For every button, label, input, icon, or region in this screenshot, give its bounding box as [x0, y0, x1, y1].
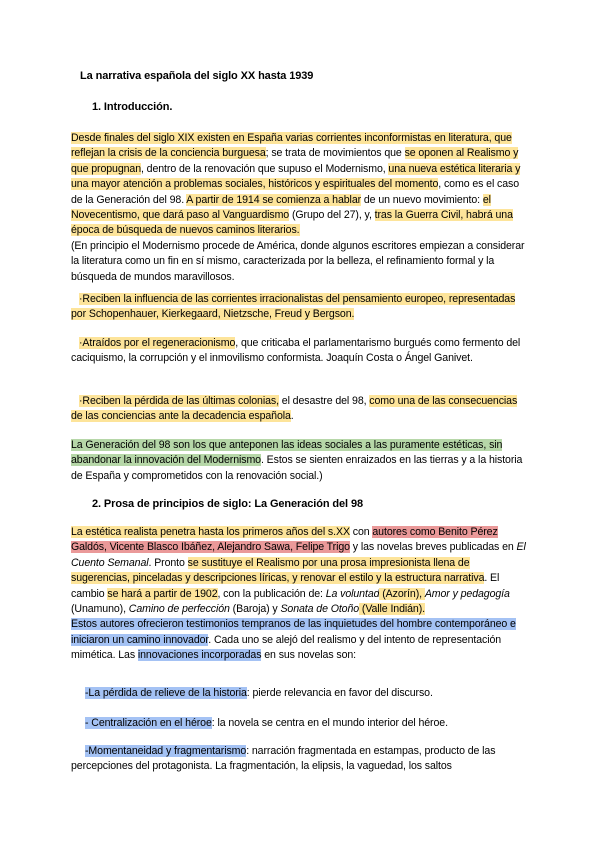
- highlight: ·Reciben la pérdida de las últimas colonias,: [79, 395, 279, 407]
- highlight: Estos autores ofrecieron testimonios tempranos de las inquietudes del hombre contemporáneo e iniciaron un camino innovador: [71, 618, 516, 646]
- document-title: La narrativa española del siglo XX hasta 1939: [80, 70, 314, 82]
- bullet-colonias: [71, 394, 531, 425]
- text: en sus novelas son:: [261, 649, 357, 662]
- highlight: (Valle Indián).: [359, 603, 425, 616]
- text: (En principio el Modernismo procede de América, donde algunos escritores empiezan a considerar la literatura como un fin en sí mismo, caracterizada por la belleza, el refinamiento formal y la búsqueda de mundos maravillosos.: [71, 239, 525, 283]
- highlight: una nueva estética literaria y una mayor atención a problemas sociales, históricos y espirituales del momento: [71, 162, 521, 191]
- text: y las novelas breves publicadas en: [349, 541, 517, 554]
- text: con: [349, 526, 373, 538]
- highlight: como una de las consecuencias de las conciencias ante la decadencia española: [71, 395, 518, 423]
- highlight: se oponen al Realismo y que propugnan: [71, 147, 519, 175]
- bullet-influence: [71, 292, 531, 323]
- highlight: (Azorín),: [379, 587, 425, 600]
- text: La voluntad: [325, 587, 380, 600]
- bullet-regeneracionismo: [71, 336, 531, 367]
- text: , con la publicación de:: [217, 587, 326, 600]
- highlight: autores como Benito Pérez Galdós, Vicente Blasco Ibáñez, Alejandro Sawa, Felipe Trigo: [71, 526, 498, 554]
- highlight: innovaciones incorporadas: [137, 649, 262, 662]
- innovation-item: [71, 744, 531, 775]
- text: : narración fragmentada en estampas, producto de las percepciones del protagonista. La fragmentación, la elipsis, la vaguedad, los saltos: [71, 745, 496, 773]
- text: Camino de perfección: [128, 603, 230, 616]
- highlight: se sustituye el Realismo por una prosa impresionista llena de sugerencias, pinceladas y descripciones líricas, y renovar el estilo y la estructura narrativa: [71, 556, 485, 585]
- highlight: Desde finales del siglo XIX existen en España varias corrientes inconformistas en literatura, que reflejan la crisis de la conciencia burguesa: [71, 132, 512, 160]
- text: Sonata de Otoño: [280, 603, 360, 616]
- innovation-item: [71, 716, 531, 731]
- text: . Estos se sienten enraizados en las tierras y a la historia de España y comprometidos con la renovación social.): [71, 454, 523, 482]
- highlight: La Generación del 98 son los que anteponen las ideas sociales a las puramente estéticas, sin abandonar la innovación del Modernismo: [71, 439, 503, 467]
- highlight: -Momentaneidad y fragmentarismo: [85, 745, 247, 757]
- section-2-heading: 2. Prosa de principios de siglo: La Generación del 98: [92, 498, 364, 510]
- estetica-paragraph: [71, 525, 531, 664]
- highlight: ·Atraídos por el regeneracionismo: [79, 337, 236, 349]
- text: . Pronto: [148, 556, 188, 569]
- intro-paragraph: [71, 131, 531, 285]
- text: : la novela se centra en el mundo interior del héroe.: [211, 717, 448, 729]
- text: . El cambio: [71, 572, 500, 600]
- text: (Grupo del 27), y,: [289, 209, 375, 222]
- text: , dentro de la renovación que supuso el Modernismo,: [140, 162, 389, 175]
- highlight: - Centralización en el héroe: [85, 717, 212, 729]
- highlight: A partir de 1914 se comienza a hablar: [186, 193, 362, 206]
- section-1-heading: 1. Introducción.: [92, 101, 173, 113]
- text: : pierde relevancia en favor del discurso.: [246, 687, 433, 699]
- text: , que criticaba el parlamentarismo burgués como fermento del caciquismo, la corrupción y el inmovilismo conformista. Joaquín Costa o Ángel Ganivet.: [71, 337, 521, 365]
- text: el desastre del 98,: [278, 395, 370, 407]
- text: .: [290, 410, 294, 423]
- text: de un nuevo movimiento:: [361, 193, 483, 206]
- highlight: el Novecentismo, que dará paso al Vanguardismo: [71, 193, 491, 222]
- text: ; se trata de movimientos que: [265, 147, 405, 160]
- generacion-98-paragraph: [71, 438, 531, 484]
- text: (Baroja) y: [229, 603, 281, 616]
- highlight: se hará a partir de 1902: [107, 587, 218, 600]
- text: , como es el caso de la Generación del 98.: [71, 178, 520, 206]
- highlight: ·Reciben la influencia de las corrientes irracionalistas del pensamiento europeo, representadas por Schopenhauer, Kierkegaard, Nietzsche, Freud y Bergson.: [71, 293, 516, 321]
- highlight: -La pérdida de relieve de la historia: [85, 687, 247, 699]
- text: El Cuento Semanal: [71, 541, 526, 569]
- text: Amor y pedagogía: [424, 587, 510, 600]
- text: . Cada uno se alejó del realismo y del intento de representación mimética. Las: [71, 633, 502, 662]
- innovation-item: [71, 686, 531, 701]
- text: (Unamuno),: [71, 603, 129, 616]
- highlight: La estética realista penetra hasta los primeros años del s.XX: [71, 526, 350, 538]
- highlight: tras la Guerra Civil, habrá una época de búsqueda de nuevos caminos literarios.: [71, 209, 513, 237]
